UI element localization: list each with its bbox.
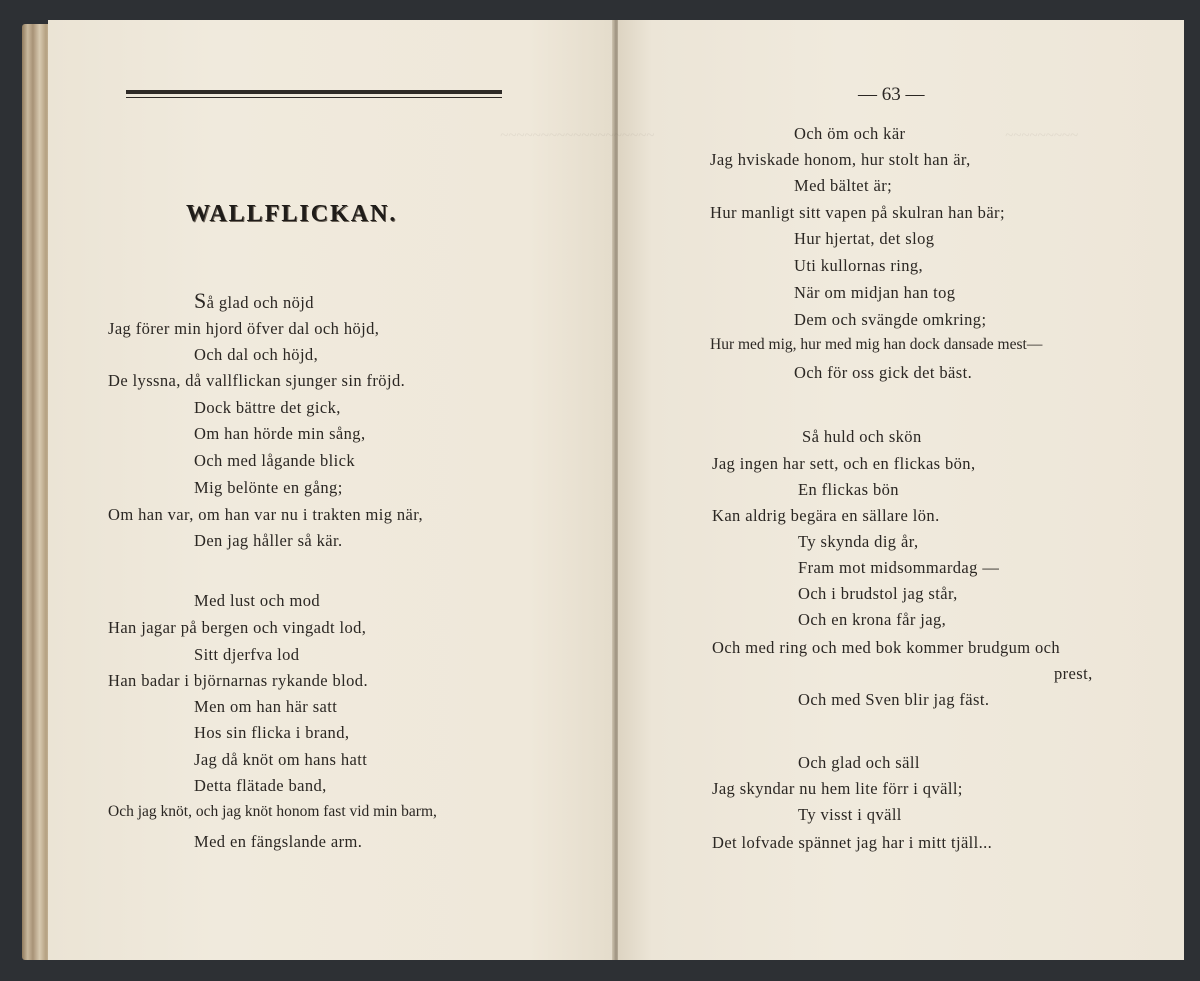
verse-line: Och med lågande blick [194,451,355,470]
verse-line: Och glad och säll [798,753,920,772]
verse-line: Fram mot midsommardag — [798,558,1000,577]
verse-line: Och för oss gick det bäst. [794,363,973,382]
verse-line: Ty skynda dig år, [798,532,919,551]
verse-line: En flickas bön [798,480,899,499]
verse-line-continuation: prest, [1054,664,1093,683]
verse-line: Det lofvade spännet jag har i mitt tjäll... [712,833,993,852]
verse-line: Han badar i björnarnas rykande blod. [108,671,368,690]
verse-line: Och öm och kär [794,124,906,143]
verse-line: Sitt djerfva lod [194,645,300,664]
verse-line: Jag ingen har sett, och en flickas bön, [712,454,976,473]
ornamental-rule-thin [126,97,502,98]
verse-line: När om midjan han tog [794,283,956,302]
verse-line: Detta flätade band, [194,776,327,795]
verse-line: Och i brudstol jag står, [798,584,958,603]
verse-line: Han jagar på bergen och vingadt lod, [108,618,367,637]
page-number: — 63 — [858,84,925,105]
verse-line: Jag hviskade honom, hur stolt han är, [710,150,971,169]
verse-line: Jag förer min hjord öfver dal och höjd, [108,319,380,338]
verse-line: Dock bättre det gick, [194,398,341,417]
verse-line: Hos sin flicka i brand, [194,723,350,742]
verse-line: Hur hjertat, det slog [794,229,935,248]
verse-line: Mig belönte en gång; [194,478,343,497]
verse-line: Och dal och höjd, [194,345,319,364]
verse-line: Jag då knöt om hans hatt [194,750,368,769]
verse-line: Hur med mig, hur med mig han dock dansade mest— [710,336,1043,353]
verse-line: Uti kullornas ring, [794,256,924,275]
verse-line: De lyssna, då vallflickan sjunger sin fröjd. [108,371,406,390]
poem-title: WALLFLICKAN. [186,201,398,227]
verse-line: Kan aldrig begära en sällare lön. [712,506,940,525]
verse-line: Ty visst i qväll [798,805,902,824]
verse-line: Dem och svängde omkring; [794,310,987,329]
verse-line: Om han var, om han var nu i trakten mig när, [108,505,424,524]
verse-line: Men om han här satt [194,697,338,716]
show-through-text: ~~~~~~~~~ [1005,128,1079,144]
verse-line: Och jag knöt, och jag knöt honom fast vid min barm, [108,803,437,820]
verse-line: Jag skyndar nu hem lite förr i qväll; [712,779,963,798]
verse-line: Så glad och nöjd [194,288,314,313]
verse-line: Om han hörde min sång, [194,424,366,443]
verse-line: Så huld och skön [802,427,922,446]
verse-line: Med en fängslande arm. [194,832,363,851]
show-through-text: ~~~~~~~~~~~~~~~~~~~ [500,128,655,144]
verse-line: Med bältet är; [794,176,893,195]
verse-line: Med lust och mod [194,591,321,610]
verse-line: Hur manligt sitt vapen på skulran han bär; [710,203,1005,222]
verse-line: Och med ring och med bok kommer brudgum och [712,638,1061,657]
drop-cap: S [194,288,207,313]
ornamental-rule [126,90,502,94]
verse-line: Och en krona får jag, [798,610,947,629]
verse-line: Och med Sven blir jag fäst. [798,690,990,709]
verse-line: Den jag håller så kär. [194,531,343,550]
